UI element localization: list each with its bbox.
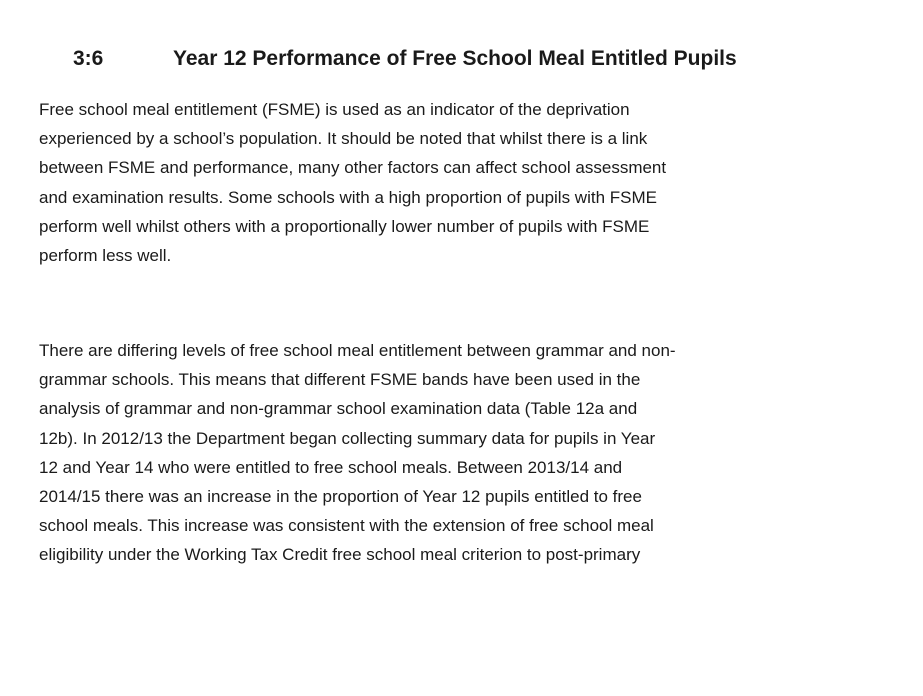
paragraph-fsme-indicator: [39, 95, 899, 270]
text-line: school meals. This increase was consistent with the extension of free school meal: [39, 516, 654, 536]
section-heading: [73, 45, 737, 73]
text-line: 12b). In 2012/13 the Department began collecting summary data for pupils in Year: [39, 428, 656, 448]
text-line: There are differing levels of free school meal entitlement between grammar and non-: [39, 341, 676, 360]
paragraph-fsme-levels: [39, 336, 899, 570]
text-line: eligibility under the Working Tax Credit free school meal criterion to post-primary: [39, 545, 641, 565]
section-title: Year 12 Performance of Free School Meal Entitled Pupils: [173, 47, 737, 70]
text-line: perform well whilst others with a proportionally lower number of pupils with FSME: [39, 216, 650, 236]
section-number: 3:6: [73, 47, 104, 70]
text-line: Free school meal entitlement (FSME) is used as an indicator of the deprivation: [39, 100, 630, 119]
text-line: experienced by a school’s population. It should be noted that whilst there is a link: [39, 129, 648, 149]
text-line: analysis of grammar and non-grammar school examination data (Table 12a and: [39, 399, 638, 419]
text-line: 2014/15 there was an increase in the proportion of Year 12 pupils entitled to free: [39, 487, 642, 507]
text-line: grammar schools. This means that different FSME bands have been used in the: [39, 370, 641, 390]
text-line: and examination results. Some schools with a high proportion of pupils with FSME: [39, 187, 657, 207]
text-line: 12 and Year 14 who were entitled to free school meals. Between 2013/14 and: [39, 457, 623, 477]
text-line: perform less well.: [39, 246, 172, 266]
text-line: between FSME and performance, many other factors can affect school assessment: [39, 158, 667, 178]
